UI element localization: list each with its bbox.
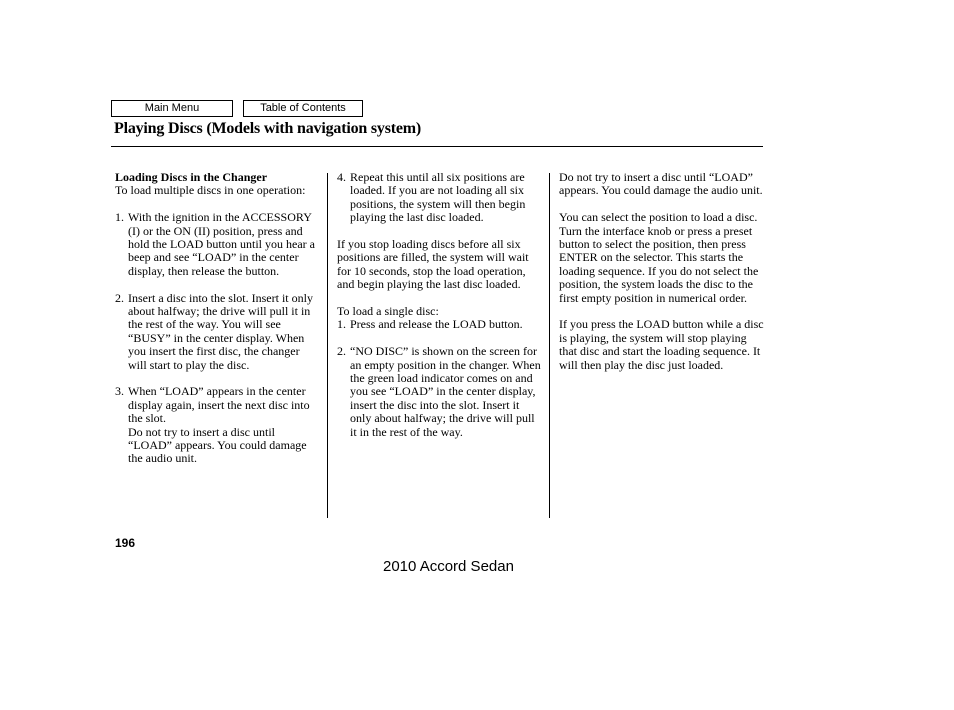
paragraph: To load a single disc: (337, 304, 439, 319)
main-menu-button[interactable]: Main Menu (111, 100, 233, 117)
paragraph: Do not try to insert a disc until “LOAD” appears. You could damage the audio unit. (559, 170, 763, 198)
paragraph: You can select the position to load a disc. Turn the interface knob or press a preset button to select the position, then press ENTER on the selector. This starts the loading sequence. If you do not select the position, the system loads the disc to the first empty position in numerical order. (559, 210, 759, 305)
intro-text: To load multiple discs in one operation: (115, 183, 306, 198)
table-of-contents-button[interactable]: Table of Contents (243, 100, 363, 117)
list-item (115, 211, 320, 278)
paragraph: If you stop loading discs before all six positions are filled, the system will wait for 10 seconds, stop the load operation, and begin playing the last disc loaded. (337, 237, 529, 292)
list-item (337, 171, 543, 225)
list-item (115, 292, 320, 372)
page-number: 196 (115, 536, 136, 550)
step-text: Press and release the LOAD button. (350, 317, 523, 332)
column-divider (327, 173, 328, 518)
step-text: When “LOAD” appears in the center display again, insert the next disc into the slot. (128, 384, 310, 426)
step-number: 3. (115, 384, 124, 399)
step-text: With the ignition in the ACCESSORY (I) or the ON (II) position, press and hold the LOAD button until you hear a beep and see “LOAD” in the center display, then release the button. (128, 210, 315, 278)
step-number: 2. (115, 290, 124, 305)
title-divider (111, 146, 763, 147)
column-3 (559, 171, 764, 372)
column-1 (115, 171, 320, 466)
page-title: Playing Discs (Models with navigation system) (114, 120, 422, 137)
step-number: 2. (337, 344, 346, 359)
footer-model-name: 2010 Accord Sedan (383, 558, 514, 575)
paragraph: If you press the LOAD button while a disc is playing, the system will stop playing that disc and start the loading sequence. It will then play the disc just loaded. (559, 317, 764, 372)
step-number: 1. (337, 317, 346, 332)
step-text: Insert a disc into the slot. Insert it only about halfway; the drive will pull it in the rest of the way. You will see “BUSY” in the center display. When you insert the first disc, the changer will start to play the disc. (128, 290, 313, 372)
list-item (337, 318, 543, 331)
column-2 (337, 171, 543, 439)
section-heading: Loading Discs in the Changer (115, 170, 268, 184)
step-text: “NO DISC” is shown on the screen for an empty position in the changer. When the green load indicator comes on and you see “LOAD” in the center display, insert the disc into the slot. Insert it only about halfway; the drive will pull it in the rest of the way. (350, 344, 541, 439)
list-item (337, 345, 543, 439)
step-number: 4. (337, 170, 346, 184)
list-item (115, 385, 320, 425)
step-text: Repeat this until all six positions are loaded. If you are not loading all six positions, the system will then begin playing the last disc loaded. (350, 170, 526, 225)
column-divider (549, 173, 550, 518)
step-note: Do not try to insert a disc until “LOAD” appears. You could damage the audio unit. (128, 424, 307, 466)
step-number: 1. (115, 210, 124, 225)
